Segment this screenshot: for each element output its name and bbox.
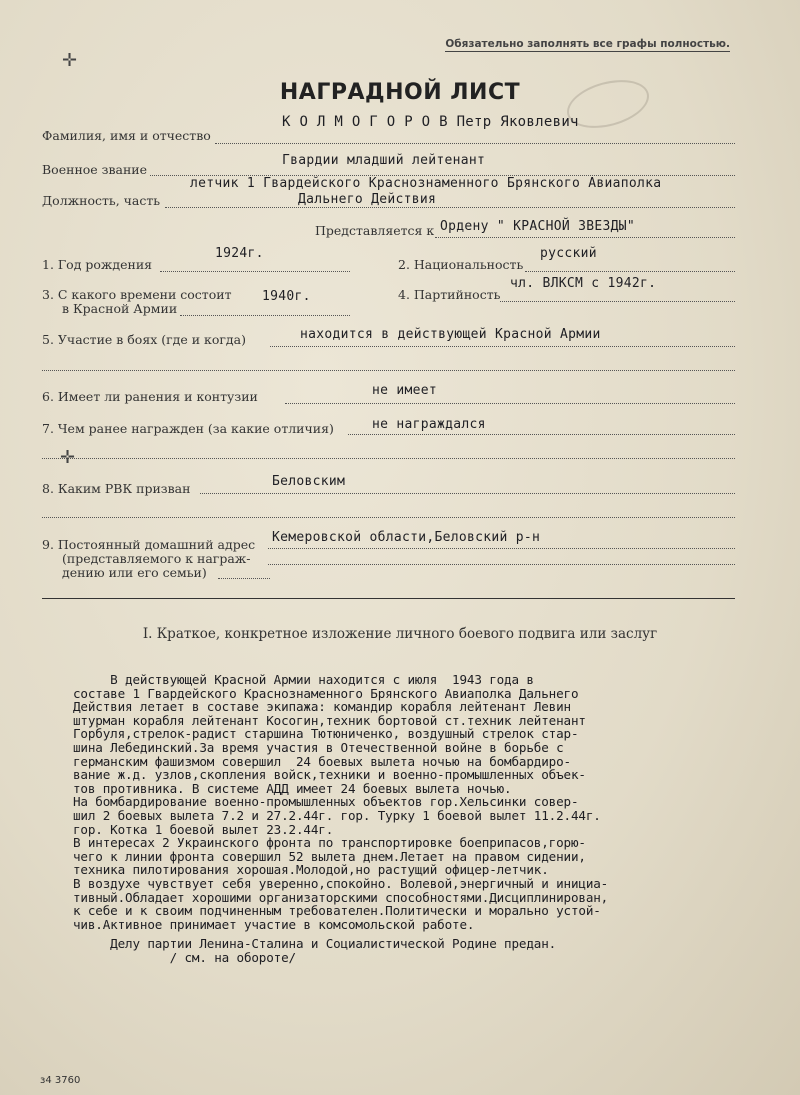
narrative-line: В интересах 2 Украинского фронта по транспортировке боеприпасов,горю- (73, 835, 586, 851)
address-line-2 (268, 564, 735, 565)
wounds-label: 6. Имеет ли ранения и контузии (42, 389, 258, 404)
battles-line-2 (42, 370, 735, 371)
name-value: К О Л М О Г О Р О В Петр Яковлевич (282, 114, 579, 130)
presented-value: Ордену " КРАСНОЙ ЗВЕЗДЫ" (440, 219, 636, 234)
narrative-line: На бомбардирование военно-промышленных объектов гор.Хельсинки совер- (73, 794, 579, 810)
party-label: 4. Партийность (398, 287, 501, 302)
position-value-2: Дальнего Действия (298, 192, 437, 207)
nationality-value: русский (540, 246, 597, 261)
rank-label: Военное звание (42, 162, 148, 177)
battles-label: 5. Участие в боях (где и когда) (42, 332, 246, 347)
awards-value: не награждался (372, 417, 486, 432)
nationality-line (525, 271, 735, 272)
rvk-value: Беловским (272, 474, 346, 489)
narrative-line: шина Лебединский.За время участия в Отечественной войне в борьбе с (73, 739, 564, 755)
address-label-1: 9. Постоянный домашний адрес (42, 537, 256, 552)
narrative-line: чего к линии фронта совершил 52 вылета днем.Летает на правом сидении, (73, 848, 586, 864)
rvk-label: 8. Каким РВК призван (42, 481, 191, 496)
narrative (73, 673, 773, 964)
birth-line (160, 271, 350, 272)
name-label: Фамилия, имя и отчество (42, 128, 211, 143)
wounds-line (285, 403, 735, 404)
narrative-line: штурман корабля лейтенант Косогин,техник бортовой ст.техник лейтенант (73, 712, 586, 728)
rvk-line-2 (42, 517, 735, 518)
service-line (180, 315, 350, 316)
battles-value: находится в действующей Красной Армии (300, 327, 601, 342)
awards-line-1 (348, 434, 735, 435)
presented-line (435, 237, 735, 238)
narrative-line: тов противника. В системе АДД имеет 24 боевых вылета ночью. (73, 780, 512, 796)
presented-label: Представляется к (315, 223, 435, 238)
crosshair-mark-icon: ✛ (60, 447, 76, 468)
address-line-1 (268, 548, 735, 549)
address-value: Кемеровской области,Беловский р-н (272, 530, 541, 545)
birth-value: 1924г. (215, 246, 264, 261)
narrative-line: Горбуля,стрелок-радист старшина Тютюниченко, воздушный стрелок стар- (73, 726, 579, 742)
nationality-label: 2. Национальность (398, 257, 524, 272)
section-title: I. Краткое, конкретное изложение личного боевого подвига или заслуг (142, 626, 658, 642)
address-label-3: дению или его семьи) (62, 565, 207, 580)
section-divider (42, 598, 735, 599)
narrative-line: составе 1 Гвардейского Краснознаменного Брянского Авиаполка Дальнего (73, 685, 579, 701)
form-number: з4 3760 (40, 1075, 81, 1086)
position-value-1: летчик 1 Гвардейского Краснознаменного Брянского Авиаполка (190, 176, 662, 191)
position-line (165, 207, 735, 208)
service-label-1: 3. С какого времени состоит (42, 287, 232, 302)
narrative-line: тивный.Обладает хорошими организаторскими способностями.Дисциплинирован, (73, 889, 609, 905)
narrative-line: Делу партии Ленина-Сталина и Социалистической Родине предан. (73, 936, 557, 952)
service-label-2: в Красной Армии (62, 301, 178, 316)
name-line (215, 143, 735, 144)
rvk-line-1 (200, 493, 735, 494)
party-value: чл. ВЛКСМ с 1942г. (510, 276, 657, 291)
narrative-line: В воздухе чувствует себя уверенно,спокойно. Волевой,энергичный и инициа- (73, 875, 609, 891)
wounds-value: не имеет (372, 383, 438, 398)
narrative-line: Действия летает в составе экипажа: командир корабля лейтенант Левин (73, 699, 571, 715)
narrative-line: шил 2 боевых вылета 7.2 и 27.2.44г. гор. Турку 1 боевой вылет 11.2.44г. (73, 807, 601, 823)
narrative-line: гор. Котка 1 боевой вылет 23.2.44г. (73, 821, 334, 837)
narrative-line: к себе и к своим подчиненным требователен.Политически и морально устой- (73, 903, 601, 919)
battles-line-1 (270, 346, 735, 347)
awards-line-2 (42, 458, 735, 459)
document-title: НАГРАДНОЙ ЛИСТ (279, 80, 521, 105)
narrative-line: вание ж.д. узлов,скопления войск,техники и военно-промышленных объек- (73, 767, 586, 783)
address-label-2: (представляемого к награж- (62, 551, 251, 566)
narrative-line: / см. на обороте/ (73, 949, 296, 965)
birth-label: 1. Год рождения (42, 257, 153, 272)
position-label: Должность, часть (42, 193, 161, 208)
narrative-line: техника пилотирования хорошая.Молодой,но растущий офицер-летчик. (73, 862, 549, 878)
service-value: 1940г. (262, 289, 311, 304)
rank-value: Гвардии младший лейтенант (282, 153, 486, 168)
crosshair-mark-icon: ✛ (62, 50, 78, 71)
fill-notice: Обязательно заполнять все графы полностью. (445, 38, 730, 50)
awards-label: 7. Чем ранее награжден (за какие отличия) (42, 421, 334, 436)
narrative-line: В действующей Красной Армии находится с июля 1943 года в (73, 672, 534, 687)
narrative-line: германским фашизмом совершил 24 боевых вылета ночью на бомбардиро- (73, 753, 571, 769)
narrative-line: чив.Активное принимает участие в комсомольской работе. (73, 916, 475, 932)
address-line-3 (218, 578, 270, 579)
party-line (500, 301, 735, 302)
